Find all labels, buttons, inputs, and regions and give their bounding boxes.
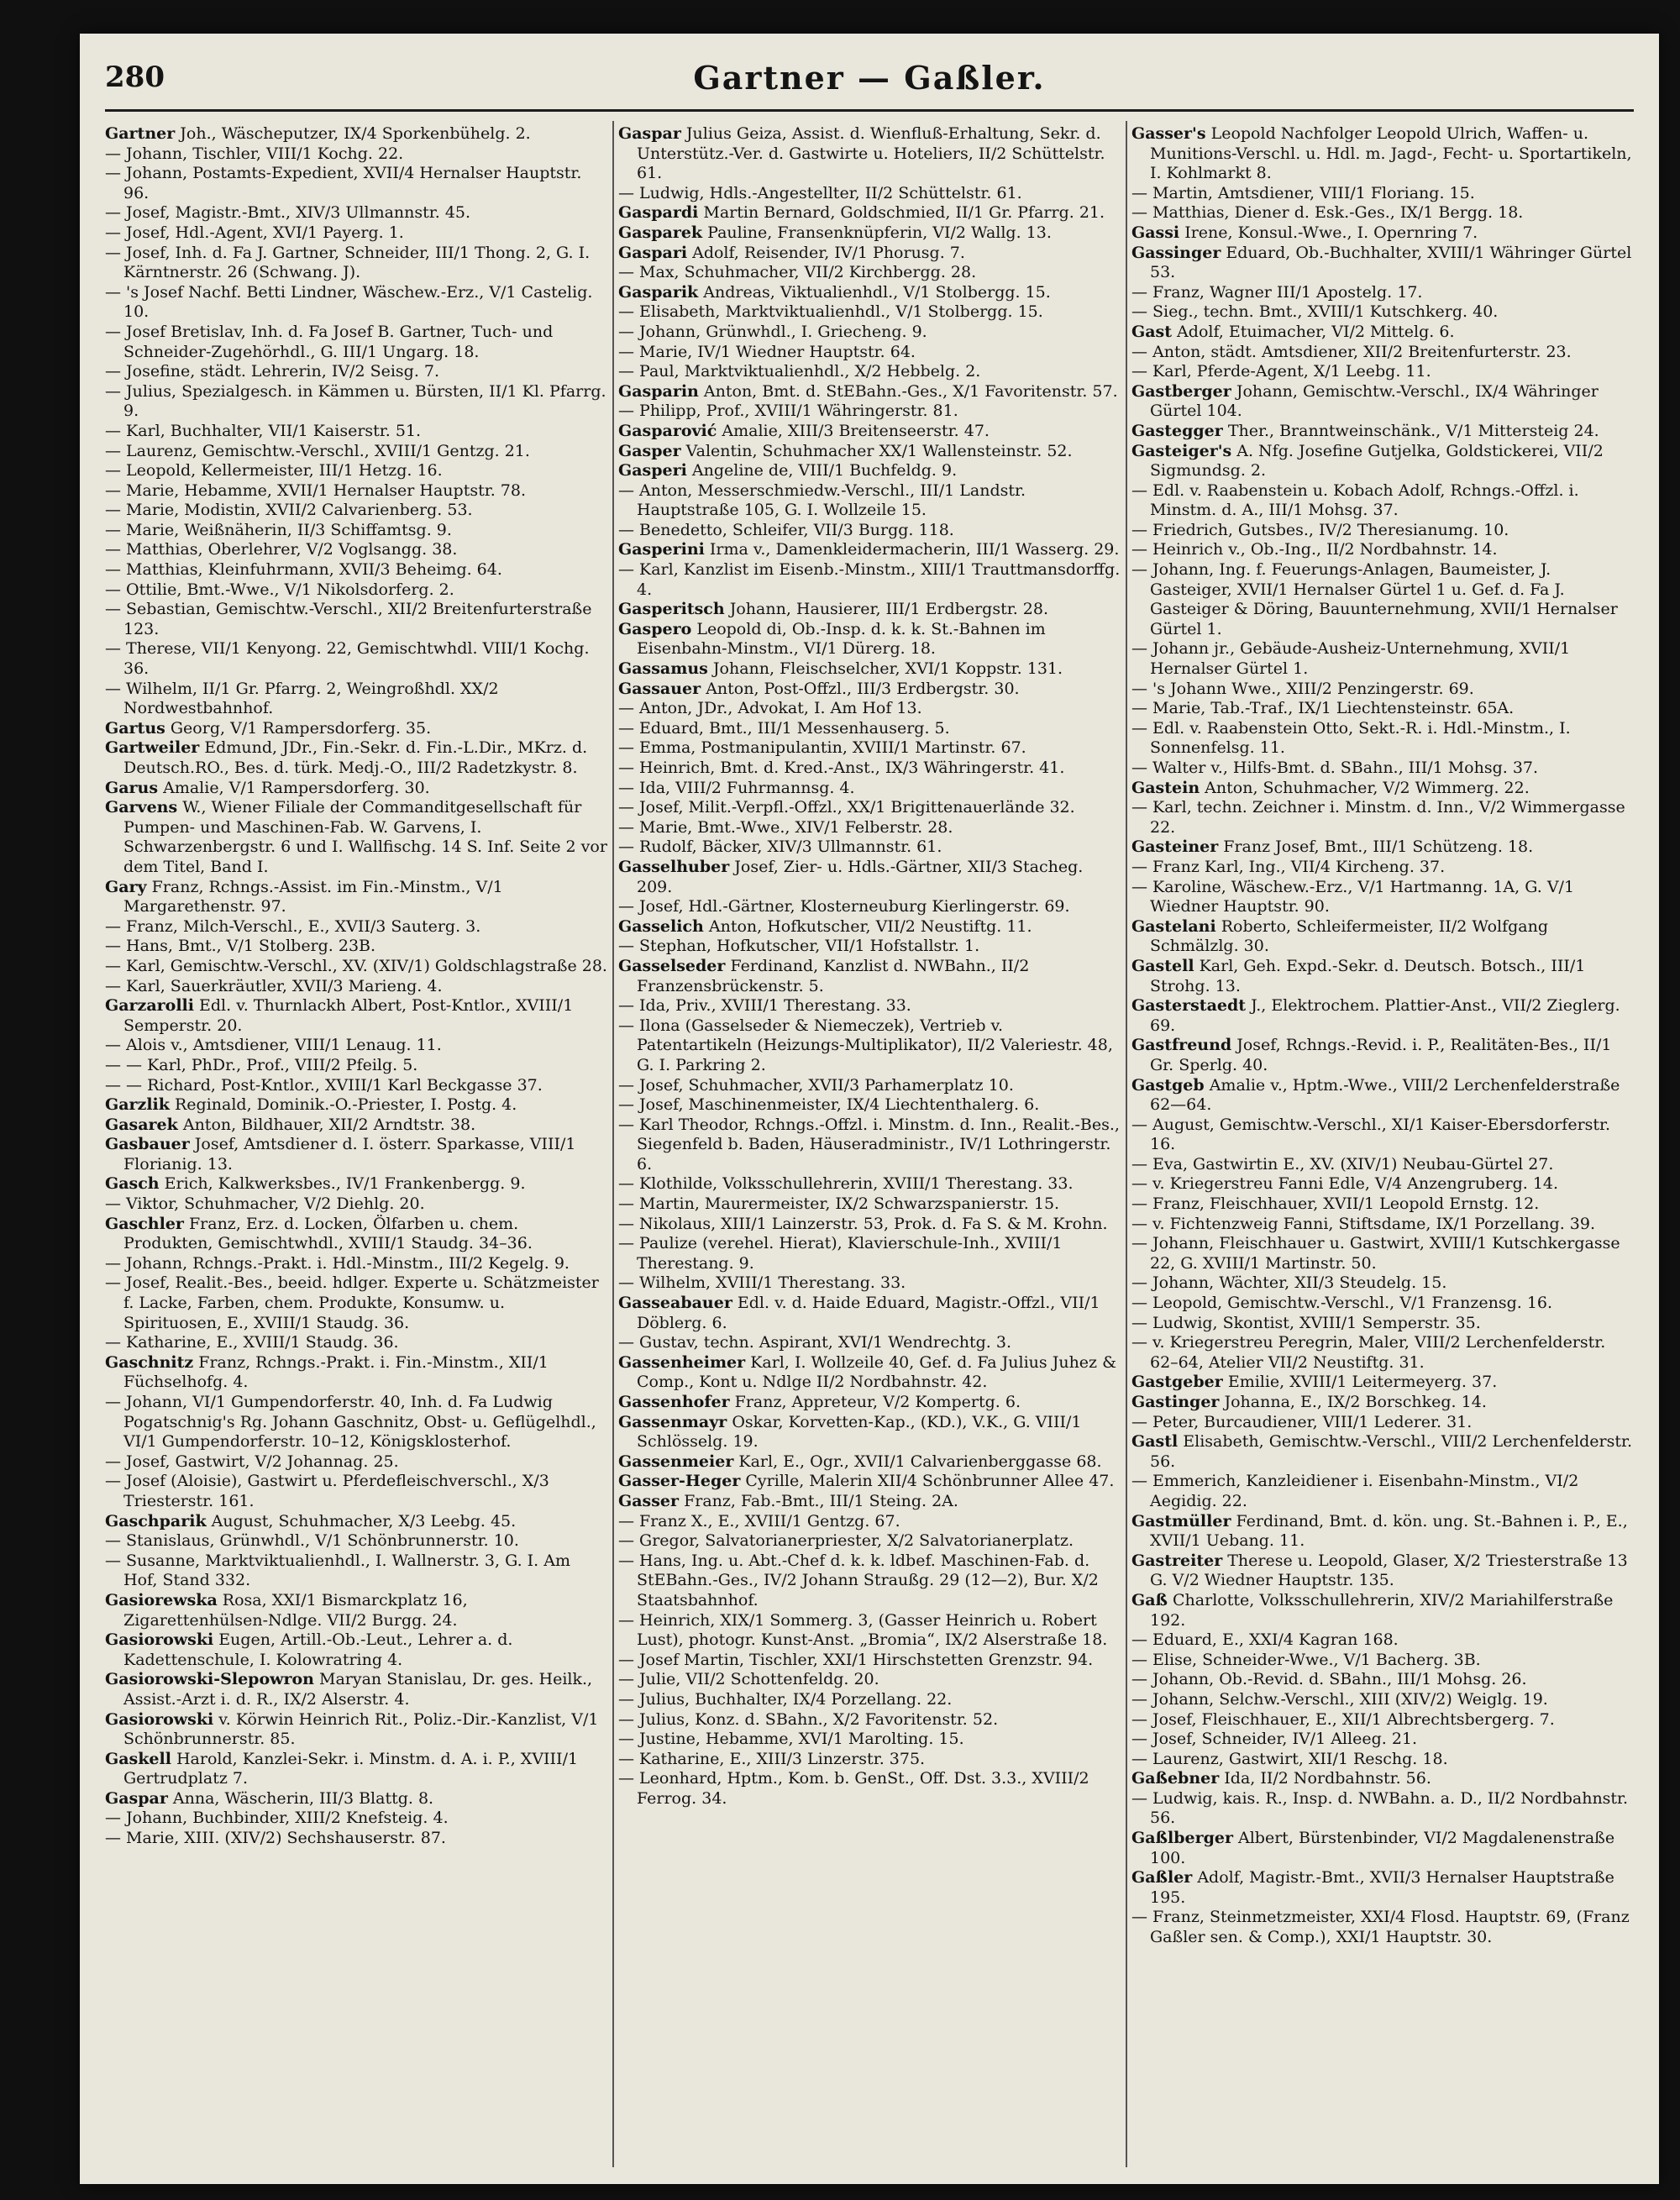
directory-entry: — Hans, Ing. u. Abt.-Chef d. k. k. ldbef. Maschinen-Fab. d. StEBahn.-Ges., IV/2 Johann Straußg. 29 (12—2), Bur. X/2 Staatsbahnhof. (618, 1551, 1099, 1609)
directory-entry: Gassi Irene, Konsul.-Wwe., I. Opernring 7. (1131, 223, 1478, 242)
directory-entry: — Walter v., Hilfs-Bmt. d. SBahn., III/1 Mohsg. 37. (1131, 759, 1539, 777)
directory-entry: Gasiorowski Eugen, Artill.-Ob.-Leut., Lehrer a. d. Kadettenschule, I. Kolowratring 4. (105, 1630, 513, 1669)
directory-entry: Gartner Joh., Wäscheputzer, IX/4 Sporkenbühelg. 2. (105, 124, 531, 143)
directory-entry: — Julius, Spezialgesch. in Kämmen u. Bürsten, II/1 Kl. Pfarrg. 9. (105, 381, 606, 421)
directory-entry: — Franz, Steinmetzmeister, XXI/4 Flosd. Hauptstr. 69, (Franz Gaßler sen. & Comp.), XXI/1 Hauptstr. 30. (1131, 1908, 1630, 1947)
directory-entry: — Matthias, Kleinfuhrmann, XVII/3 Beheimg. 64. (105, 560, 502, 580)
directory-entry: Gassauer Anton, Post-Offzl., III/3 Erdbergstr. 30. (618, 679, 1020, 698)
directory-entry: — Johann jr., Gebäude-Ausheiz-Unternehmung, XVII/1 Hernalser Gürtel 1. (1131, 639, 1571, 679)
directory-entry: Gastell Karl, Geh. Expd.-Sekr. d. Deutsch. Botsch., III/1 Strohg. 13. (1131, 956, 1586, 995)
directory-entry: — Anton, Messerschmiedw.-Verschl., III/1 Landstr. Hauptstraße 105, G. I. Wollzeile 15. (618, 480, 1026, 520)
directory-entry: — Johann, VI/1 Gumpendorferstr. 40, Inh. d. Fa Ludwig Pogatschnig's Rg. Johann Gaschnitz, Obst- u. Geflügelhdl., VI/1 Gumpendorferstr. 10–12, Königsklosterhof. (105, 1393, 596, 1452)
directory-entry: Gaßebner Ida, II/2 Nordbahnstr. 56. (1131, 1769, 1431, 1788)
page-header (105, 54, 1634, 104)
directory-entry: — Johann, Grünwhdl., I. Griecheng. 9. (618, 322, 927, 341)
directory-entry: — Marie, Weißnäherin, II/3 Schiffamtsg. 9. (105, 520, 452, 539)
directory-entry: Gasbauer Josef, Amtsdiener d. I. österr. Sparkasse, VIII/1 Florianig. 13. (105, 1135, 576, 1174)
directory-entry: — Rudolf, Bäcker, XIV/3 Ullmannstr. 61. (618, 837, 942, 857)
directory-entry: — Stanislaus, Grünwhdl., V/1 Schönbrunnerstr. 10. (105, 1531, 519, 1551)
directory-entry: — Heinrich, Bmt. d. Kred.-Anst., IX/3 Währingerstr. 41. (618, 759, 1065, 777)
directory-entry: — Emma, Postmanipulantin, XVIII/1 Martinstr. 67. (618, 738, 1026, 758)
directory-column-3 (1131, 124, 1634, 2174)
directory-entry: — Franz, Fleischhauer, XVII/1 Leopold Ernstg. 12. (1131, 1195, 1540, 1214)
directory-entry: — Eduard, Bmt., III/1 Messenhauserg. 5. (618, 718, 950, 738)
directory-entry: — Anton, städt. Amtsdiener, XII/2 Breitenfurterstr. 23. (1131, 342, 1572, 361)
directory-entry: — Johann, Ob.-Revid. d. SBahn., III/1 Mohsg. 26. (1131, 1670, 1527, 1689)
directory-entry: Gasarek Anton, Bildhauer, XII/2 Arndtstr. 38. (105, 1115, 476, 1134)
directory-entry: Gasiorowski-Slepowron Maryan Stanislau, Dr. ges. Heilk., Assist.-Arzt i. d. R., IX/2 Alserstr. 4. (105, 1670, 593, 1709)
directory-entry: Gaschparik August, Schuhmacher, X/3 Leebg. 45. (105, 1511, 517, 1531)
directory-entry: Garus Amalie, V/1 Rampersdorferg. 30. (105, 778, 430, 797)
directory-entry: Gasseabauer Edl. v. d. Haide Eduard, Magistr.-Offzl., VII/1 Döblerg. 6. (618, 1294, 1100, 1332)
directory-entry: — Ida, Priv., XVIII/1 Therestang. 33. (618, 996, 911, 1016)
directory-entry: Gassenmayr Oskar, Korvetten-Kap., (KD.), V.K., G. VIII/1 Schlösselg. 19. (618, 1412, 1082, 1452)
directory-entry: Gaspari Adolf, Reisender, IV/1 Phorusg. 7. (618, 243, 965, 262)
directory-entry: Gartweiler Edmund, JDr., Fin.-Sekr. d. Fin.-L.Dir., MKrz. d. Deutsch.RO., Bes. d. türk. Medj.-O., III/2 Radetzkystr. 8. (105, 738, 588, 777)
directory-entry: — Stephan, Hofkutscher, VII/1 Hofstallstr. 1. (618, 937, 980, 956)
directory-entry: Gaspero Leopold di, Ob.-Insp. d. k. k. St.-Bahnen im Eisenbahn-Minstm., VI/1 Dürerg. 18. (618, 619, 1046, 659)
directory-entry: — Hans, Bmt., V/1 Stolberg. 23B. (105, 937, 376, 956)
directory-entry: — Philipp, Prof., XVIII/1 Währingerstr. 81. (618, 402, 958, 421)
directory-entry: Gasterstaedt J., Elektrochem. Plattier-Anst., VII/2 Zieglerg. 69. (1131, 996, 1620, 1035)
directory-entry: Gasperi Angeline de, VIII/1 Buchfeldg. 9. (618, 461, 958, 480)
directory-entry: — Marie, Hebamme, XVII/1 Hernalser Hauptstr. 78. (105, 480, 527, 500)
directory-entry: — Karl, Gemischtw.-Verschl., XV. (XIV/1) Goldschlagstraße 28. (105, 956, 607, 975)
directory-entry: Gastmüller Ferdinand, Bmt. d. kön. ung. St.-Bahnen i. P., E., XVII/1 Uebang. 11. (1131, 1511, 1628, 1551)
directory-entry: — Josef, Hdl.-Gärtner, Klosterneuburg Kierlingerstr. 69. (618, 897, 1070, 916)
directory-entry: Gasperitsch Johann, Hausierer, III/1 Erdbergstr. 28. (618, 600, 1049, 619)
directory-entry: — Franz X., E., XVIII/1 Gentzg. 67. (618, 1511, 900, 1531)
directory-entry: Gasparek Pauline, Fransenknüpferin, VI/2 Wallg. 13. (618, 223, 1052, 242)
directory-entry: — 's Josef Nachf. Betti Lindner, Wäschew.-Erz., V/1 Castelig. 10. (105, 282, 593, 322)
directory-entry: Gasparović Amalie, XIII/3 Breitenseerstr. 47. (618, 421, 990, 440)
directory-entry: Gaskell Harold, Kanzlei-Sekr. i. Minstm. d. A. i. P., XVIII/1 Gertrudplatz 7. (105, 1749, 579, 1788)
directory-entry: — Heinrich v., Ob.-Ing., II/2 Nordbahnstr. 14. (1131, 540, 1498, 559)
directory-entry: Gastein Anton, Schuhmacher, V/2 Wimmerg. 22. (1131, 778, 1530, 797)
directory-entry: — Karl, Buchhalter, VII/1 Kaiserstr. 51. (105, 421, 422, 440)
directory-entry: — Paul, Marktviktualienhdl., X/2 Hebbelg. 2. (618, 362, 981, 381)
directory-entry: — Marie, Bmt.-Wwe., XIV/1 Felberstr. 28. (618, 817, 953, 837)
directory-entry: Gasselich Anton, Hofkutscher, VII/2 Neustiftg. 11. (618, 916, 1032, 936)
directory-entry: — Gustav, techn. Aspirant, XVI/1 Wendrechtg. 3. (618, 1333, 1011, 1352)
directory-entry: Gaßlberger Albert, Bürstenbinder, VI/2 Magdalenenstraße 100. (1131, 1829, 1615, 1867)
directory-entry: Gasperini Irma v., Damenkleidermacherin, III/1 Wasserg. 29. (618, 540, 1120, 559)
directory-entry: — Franz, Wagner III/1 Apostelg. 17. (1131, 282, 1423, 302)
directory-entry: Gasser's Leopold Nachfolger Leopold Ulrich, Waffen- u. Munitions-Verschl. u. Hdl. m. Jagd-, Fecht- u. Sportartikeln, I. Kohlmarkt 8. (1131, 124, 1632, 183)
directory-entry: — Karl, Pferde-Agent, X/1 Leebg. 11. (1131, 362, 1431, 381)
directory-entry: Gasselseder Ferdinand, Kanzlist d. NWBahn., II/2 Franzensbrückenstr. 5. (618, 956, 1030, 995)
column-divider (1126, 121, 1127, 2167)
directory-column-2 (618, 124, 1121, 2174)
directory-entry: — Josef, Realit.-Bes., beeid. hdlger. Experte u. Schätzmeister f. Lacke, Farben, chem. Produkte, Konsumw. u. Spirituosen, E., XVIII/1 Staudg. 36. (105, 1273, 599, 1332)
directory-entry: — Edl. v. Raabenstein Otto, Sekt.-R. i. Hdl.-Minstm., I. Sonnenfelsg. 11. (1131, 718, 1571, 758)
directory-entry: — Franz Karl, Ing., VII/4 Kircheng. 37. (1131, 857, 1446, 876)
directory-entry: — Josef, Maschinenmeister, IX/4 Liechtenthalerg. 6. (618, 1095, 1040, 1115)
directory-entry: — Edl. v. Raabenstein u. Kobach Adolf, Rchngs.-Offzl. i. Minstm. d. A., III/1 Mohsg. 37. (1131, 480, 1579, 520)
directory-entry: — Gregor, Salvatorianerpriester, X/2 Salvatorianerplatz. (618, 1531, 1074, 1551)
directory-entry: Gartus Georg, V/1 Rampersdorferg. 35. (105, 718, 432, 738)
directory-entry: Gastinger Johanna, E., IX/2 Borschkeg. 14. (1131, 1393, 1487, 1411)
directory-entry: Gaß Charlotte, Volksschullehrerin, XIV/2 Mariahilferstraße 192. (1131, 1590, 1614, 1630)
directory-entry: — Emmerich, Kanzleidiener i. Eisenbahn-Minstm., VI/2 Aegidig. 22. (1131, 1472, 1579, 1510)
directory-entry: — Friedrich, Gutsbes., IV/2 Theresianumg. 10. (1131, 520, 1509, 539)
directory-entry: Gaßler Adolf, Magistr.-Bmt., XVII/3 Hernalser Hauptstraße 195. (1131, 1868, 1614, 1907)
directory-entry: Gasiorowski v. Körwin Heinrich Rit., Poliz.-Dir.-Kanzlist, V/1 Schönbrunnerstr. 85. (105, 1709, 599, 1749)
directory-entry: — v. Kriegerstreu Fanni Edle, V/4 Anzengruberg. 14. (1131, 1174, 1559, 1194)
directory-entry: — Julius, Buchhalter, IX/4 Porzellang. 22. (618, 1689, 953, 1709)
directory-entry: — Sieg., techn. Bmt., XVIII/1 Kutschkerg. 40. (1131, 302, 1499, 322)
directory-entry: Gassinger Eduard, Ob.-Buchhalter, XVIII/1 Währinger Gürtel 53. (1131, 243, 1632, 282)
directory-entry: Gassenmeier Karl, E., Ogr., XVII/1 Calvarienberggasse 68. (618, 1452, 1102, 1471)
directory-entry: — Martin, Amtsdiener, VIII/1 Floriang. 15. (1131, 183, 1475, 202)
directory-entry: Gasteiner Franz Josef, Bmt., III/1 Schützeng. 18. (1131, 837, 1534, 857)
directory-entry: — 's Johann Wwe., XIII/2 Penzingerstr. 69. (1131, 679, 1474, 698)
directory-entry: Gassenheimer Karl, I. Wollzeile 40, Gef. d. Fa Julius Juhez & Comp., Kont u. Ndlge II/2 Nordbahnstr. 42. (618, 1352, 1117, 1392)
directory-entry: Gaspar Anna, Wäscherin, III/3 Blattg. 8. (105, 1788, 434, 1808)
directory-entry: — Josef, Gastwirt, V/2 Johannag. 25. (105, 1452, 399, 1471)
directory-entry: Gaschnitz Franz, Rchngs.-Prakt. i. Fin.-Minstm., XII/1 Füchselhofg. 4. (105, 1352, 549, 1392)
directory-entry: — Klothilde, Volksschullehrerin, XVIII/1 Therestang. 33. (618, 1174, 1074, 1194)
directory-entry: — Alois v., Amtsdiener, VIII/1 Lenaug. 11. (105, 1036, 442, 1055)
directory-entry: Gastgeb Amalie v., Hptm.-Wwe., VIII/2 Lerchenfelderstraße 62—64. (1131, 1075, 1620, 1115)
directory-column-1 (105, 124, 607, 2174)
directory-entry: — Elise, Schneider-Wwe., V/1 Bacherg. 3B. (1131, 1650, 1481, 1669)
directory-entry: — Johann, Fleischhauer u. Gastwirt, XVIII/1 Kutschkergasse 22, G. XVIII/1 Martinstr. 50. (1131, 1234, 1620, 1273)
directory-entry: — Marie, IV/1 Wiedner Hauptstr. 64. (618, 342, 916, 361)
directory-entry: — Marie, Tab.-Traf., IX/1 Liechtensteinstr. 65A. (1131, 699, 1515, 718)
directory-entry: — Martin, Maurermeister, IX/2 Schwarzspanierstr. 15. (618, 1195, 1060, 1214)
directory-entry: — Peter, Burcaudiener, VIII/1 Lederer. 31. (1131, 1412, 1473, 1431)
directory-entry: — Laurenz, Gemischtw.-Verschl., XVIII/1 Gentzg. 21. (105, 441, 530, 460)
directory-entry: — Karl Theodor, Rchngs.-Offzl. i. Minstm. d. Inn., Realit.-Bes., Siegenfeld b. Baden, Häuseradministr., IV/1 Lothringerstr. 6. (618, 1115, 1120, 1174)
directory-entry: — Johann, Rchngs.-Prakt. i. Hdl.-Minstm., III/2 Kegelg. 9. (105, 1253, 570, 1273)
directory-entry: Gassenhofer Franz, Appreteur, V/2 Kompertg. 6. (618, 1393, 1021, 1411)
directory-entry: — v. Kriegerstreu Peregrin, Maler, VIII/2 Lerchenfelderstr. 62–64, Atelier VII/2 Neustiftg. 31. (1131, 1333, 1606, 1372)
directory-entry: Gasser Franz, Fab.-Bmt., III/1 Steing. 2A. (618, 1491, 958, 1510)
directory-entry: — Josef, Inh. d. Fa J. Gartner, Schneider, III/1 Thong. 2, G. I. Kärntnerstr. 26 (Schwang. J). (105, 243, 591, 282)
directory-entry: — Wilhelm, II/1 Gr. Pfarrg. 2, Weingroßhdl. XX/2 Nordwestbahnhof. (105, 679, 499, 718)
directory-entry: — Katharine, E., XIII/3 Linzerstr. 375. (618, 1749, 926, 1768)
directory-page (80, 34, 1659, 2184)
directory-entry: — Justine, Hebamme, XVI/1 Marolting. 15. (618, 1730, 964, 1749)
directory-entry: — Josef, Schuhmacher, XVII/3 Parhamerplatz 10. (618, 1075, 1014, 1095)
directory-entry: Gasparin Anton, Bmt. d. StEBahn.-Ges., X/1 Favoritenstr. 57. (618, 381, 1118, 401)
page-number: 280 (105, 60, 165, 94)
directory-entry: Gastegger Ther., Branntweinschänk., V/1 Mittersteig 24. (1131, 421, 1599, 440)
directory-entry: Gasselhuber Josef, Zier- u. Hdls.-Gärtner, XII/3 Stacheg. 209. (618, 857, 1084, 896)
header-rule (105, 109, 1634, 112)
directory-entry: — Leonhard, Hptm., Kom. b. GenSt., Off. Dst. 3.3., XVIII/2 Ferrog. 34. (618, 1769, 1089, 1808)
directory-entry: Gasiorewska Rosa, XXI/1 Bismarckplatz 16, Zigarettenhülsen-Ndlge. VII/2 Burgg. 24. (105, 1590, 468, 1630)
directory-entry: — Ludwig, Skontist, XVIII/1 Semperstr. 35. (1131, 1313, 1481, 1332)
directory-entry: Garzlik Reginald, Dominik.-O.-Priester, I. Postg. 4. (105, 1095, 517, 1115)
directory-entry: — Leopold, Kellermeister, III/1 Hetzg. 16. (105, 461, 443, 480)
directory-entry: — Franz, Milch-Verschl., E., XVII/3 Sauterg. 3. (105, 916, 481, 936)
directory-entry: — Eva, Gastwirtin E., XV. (XIV/1) Neubau-Gürtel 27. (1131, 1154, 1554, 1174)
directory-entry: — Ida, VIII/2 Fuhrmannsg. 4. (618, 778, 855, 797)
directory-entry: — Heinrich, XIX/1 Sommerg. 3, (Gasser Heinrich u. Robert Lust), photogr. Kunst-Anst. „Bromia“, IX/2 Alserstraße 18. (618, 1610, 1108, 1650)
directory-entry: Gasch Erich, Kalkwerksbes., IV/1 Frankenbergg. 9. (105, 1174, 526, 1194)
directory-entry: — Matthias, Oberlehrer, V/2 Voglsangg. 38. (105, 540, 458, 559)
directory-entry: — Ludwig, kais. R., Insp. d. NWBahn. a. D., II/2 Nordbahnstr. 56. (1131, 1788, 1629, 1828)
directory-entry: — Karl, techn. Zeichner i. Minstm. d. Inn., V/2 Wimmergasse 22. (1131, 798, 1625, 837)
directory-entry: Gastberger Johann, Gemischtw.-Verschl., IX/4 Währinger Gürtel 104. (1131, 381, 1599, 421)
directory-entry: — — Karl, PhDr., Prof., VIII/2 Pfeilg. 5. (105, 1055, 418, 1074)
directory-entry: — Josef (Aloisie), Gastwirt u. Pferdefleischverschl., X/3 Triesterstr. 161. (105, 1472, 549, 1510)
directory-entry: — Josefine, städt. Lehrerin, IV/2 Seisg. 7. (105, 362, 440, 381)
directory-entry: Gasparik Andreas, Viktualienhdl., V/1 Stolbergg. 15. (618, 282, 1051, 302)
directory-entry: Gasteiger's A. Nfg. Josefine Gutjelka, Goldstickerei, VII/2 Sigmundsg. 2. (1131, 441, 1604, 480)
directory-entry: Gasser-Heger Cyrille, Malerin XII/4 Schönbrunner Allee 47. (618, 1472, 1115, 1491)
directory-entry: — Matthias, Diener d. Esk.-Ges., IX/1 Bergg. 18. (1131, 203, 1524, 223)
directory-entry: Garvens W., Wiener Filiale der Commanditgesellschaft für Pumpen- und Maschinen-Fab. W. Garvens, I. Schwarzenbergstr. 6 und I. Wallfischg. 14 S. Inf. Seite 2 vor dem Titel, Band I. (105, 798, 607, 876)
directory-entry: Gastreiter Therese u. Leopold, Glaser, X/2 Triesterstraße 13 G. V/2 Wiedner Hauptstr. 135. (1131, 1551, 1628, 1590)
directory-entry: — Josef, Magistr.-Bmt., XIV/3 Ullmannstr. 45. (105, 203, 471, 223)
directory-entry: — Josef, Fleischhauer, E., XII/1 Albrechtsbergerg. 7. (1131, 1709, 1555, 1729)
directory-entry: — Leopold, Gemischtw.-Verschl., V/1 Franzensg. 16. (1131, 1294, 1553, 1313)
directory-entry: — Benedetto, Schleifer, VII/3 Burgg. 118. (618, 520, 954, 539)
directory-entry: — Susanne, Marktviktualienhdl., I. Wallnerstr. 3, G. I. Am Hof, Stand 332. (105, 1551, 570, 1590)
directory-entry: Gaspardi Martin Bernard, Goldschmied, II/1 Gr. Pfarrg. 21. (618, 203, 1105, 223)
directory-entry: — Ilona (Gasselseder & Niemeczek), Vertrieb v. Patentartikeln (Heizungs-Multiplikator), II/2 Valeriestr. 48, G. I. Parkring 2. (618, 1016, 1113, 1074)
directory-entry: — Johann, Buchbinder, XIII/2 Knefsteig. 4. (105, 1809, 449, 1828)
directory-entry: — Anton, JDr., Advokat, I. Am Hof 13. (618, 699, 922, 718)
directory-entry: — Josef, Schneider, IV/1 Alleeg. 21. (1131, 1730, 1418, 1749)
directory-entry: — Paulize (verehel. Hierat), Klavierschule-Inh., XVIII/1 Therestang. 9. (618, 1234, 1063, 1273)
directory-entry: — — Richard, Post-Kntlor., XVIII/1 Karl Beckgasse 37. (105, 1075, 543, 1095)
directory-entry: — Karl, Kanzlist im Eisenb.-Minstm., XIII/1 Trauttmansdorffg. 4. (618, 560, 1121, 599)
directory-entry: — Elisabeth, Marktviktualienhdl., V/1 Stolbergg. 15. (618, 302, 1043, 322)
directory-entry: Gastfreund Josef, Rchngs.-Revid. i. P., Realitäten-Bes., II/1 Gr. Sperlg. 40. (1131, 1036, 1612, 1074)
directory-entry: — Laurenz, Gastwirt, XII/1 Reschg. 18. (1131, 1749, 1448, 1768)
directory-entry: — v. Fichtenzweig Fanni, Stiftsdame, IX/1 Porzellang. 39. (1131, 1214, 1596, 1233)
directory-entry: Gast Adolf, Etuimacher, VI/2 Mittelg. 6. (1131, 322, 1455, 341)
directory-entry: — Katharine, E., XVIII/1 Staudg. 36. (105, 1333, 399, 1352)
directory-entry: — Therese, VII/1 Kenyong. 22, Gemischtwhdl. VIII/1 Kochg. 36. (105, 639, 590, 679)
directory-entry: Gasper Valentin, Schuhmacher XX/1 Wallensteinstr. 52. (618, 441, 1073, 460)
directory-entry: Gary Franz, Rchngs.-Assist. im Fin.-Minstm., V/1 Margarethenstr. 97. (105, 877, 503, 916)
directory-entry: — Max, Schuhmacher, VII/2 Kirchbergg. 28. (618, 263, 977, 282)
directory-entry: — Johann, Selchw.-Verschl., XIII (XIV/2) Weiglg. 19. (1131, 1689, 1548, 1709)
directory-entry: — Marie, Modistin, XVII/2 Calvarienberg. 53. (105, 501, 473, 520)
column-divider (612, 121, 614, 2167)
directory-entry: — Johann, Postamts-Expedient, XVII/4 Hernalser Hauptstr. 96. (105, 164, 582, 202)
directory-entry: Garzarolli Edl. v. Thurnlackh Albert, Post-Kntlor., XVIII/1 Semperstr. 20. (105, 996, 574, 1035)
directory-entry: — Viktor, Schuhmacher, V/2 Diehlg. 20. (105, 1195, 425, 1214)
page-title: Gartner — Gaßler. (693, 59, 1046, 97)
directory-entry: Gastl Elisabeth, Gemischtw.-Verschl., VIII/2 Lerchenfelderstr. 56. (1131, 1432, 1633, 1471)
directory-entry: — Julie, VII/2 Schottenfeldg. 20. (618, 1670, 879, 1689)
directory-entry: — Josef Bretislav, Inh. d. Fa Josef B. Gartner, Tuch- und Schneider-Zugehörhdl., G. III/1 Ungarg. 18. (105, 322, 554, 361)
directory-entry: — Karl, Sauerkräutler, XVII/3 Marieng. 4. (105, 976, 443, 995)
directory-entry: — Josef Martin, Tischler, XXI/1 Hirschstetten Grenzstr. 94. (618, 1650, 1094, 1669)
directory-entry: — Ottilie, Bmt.-Wwe., V/1 Nikolsdorferg. 2. (105, 580, 454, 599)
directory-entry: Gastgeber Emilie, XVIII/1 Leitermeyerg. 37. (1131, 1373, 1498, 1392)
directory-entry: — Sebastian, Gemischtw.-Verschl., XII/2 Breitenfurterstraße 123. (105, 600, 592, 638)
directory-entry: Gassamus Johann, Fleischselcher, XVI/1 Koppstr. 131. (618, 659, 1063, 679)
directory-entry: — Julius, Konz. d. SBahn., X/2 Favoritenstr. 52. (618, 1709, 999, 1729)
directory-entry: — Wilhelm, XVIII/1 Therestang. 33. (618, 1273, 906, 1293)
directory-entry: — Josef, Hdl.-Agent, XVI/1 Payerg. 1. (105, 223, 404, 242)
directory-entry: — Eduard, E., XXI/4 Kagran 168. (1131, 1630, 1399, 1650)
directory-entry: — August, Gemischtw.-Verschl., XI/1 Kaiser-Ebersdorferstr. 16. (1131, 1115, 1611, 1154)
directory-entry: — Ludwig, Hdls.-Angestellter, II/2 Schüttelstr. 61. (618, 183, 1022, 202)
directory-entry: Gaschler Franz, Erz. d. Locken, Ölfarben u. chem. Produkten, Gemischtwhdl., XVIII/1 Staudg. 34–36. (105, 1214, 533, 1253)
directory-entry: Gaspar Julius Geiza, Assist. d. Wienfluß-Erhaltung, Sekr. d. Unterstütz.-Ver. d. Gastwirte u. Hoteliers, II/2 Schüttelstr. 61. (618, 124, 1105, 183)
directory-entry: — Nikolaus, XIII/1 Lainzerstr. 53, Prok. d. Fa S. & M. Krohn. (618, 1214, 1108, 1233)
directory-entry: — Karoline, Wäschew.-Erz., V/1 Hartmanng. 1A, G. V/1 Wiedner Hauptstr. 90. (1131, 877, 1575, 916)
directory-entry: Gastelani Roberto, Schleifermeister, II/2 Wolfgang Schmälzlg. 30. (1131, 916, 1549, 956)
directory-entry: — Johann, Ing. f. Feuerungs-Anlagen, Baumeister, J. Gasteiger, XVII/1 Hernalser Gürtel 1 u. Gef. d. Fa J. Gasteiger & Döring, Bauunternehmung, XVII/1 Hernalser Gürtel 1. (1131, 560, 1618, 638)
directory-entry: — Johann, Wächter, XII/3 Steudelg. 15. (1131, 1273, 1447, 1293)
directory-entry: — Johann, Tischler, VIII/1 Kochg. 22. (105, 144, 404, 163)
directory-entry: — Marie, XIII. (XIV/2) Sechshauserstr. 87. (105, 1829, 446, 1848)
directory-entry: — Josef, Milit.-Verpfl.-Offzl., XX/1 Brigittenauerlände 32. (618, 798, 1075, 817)
